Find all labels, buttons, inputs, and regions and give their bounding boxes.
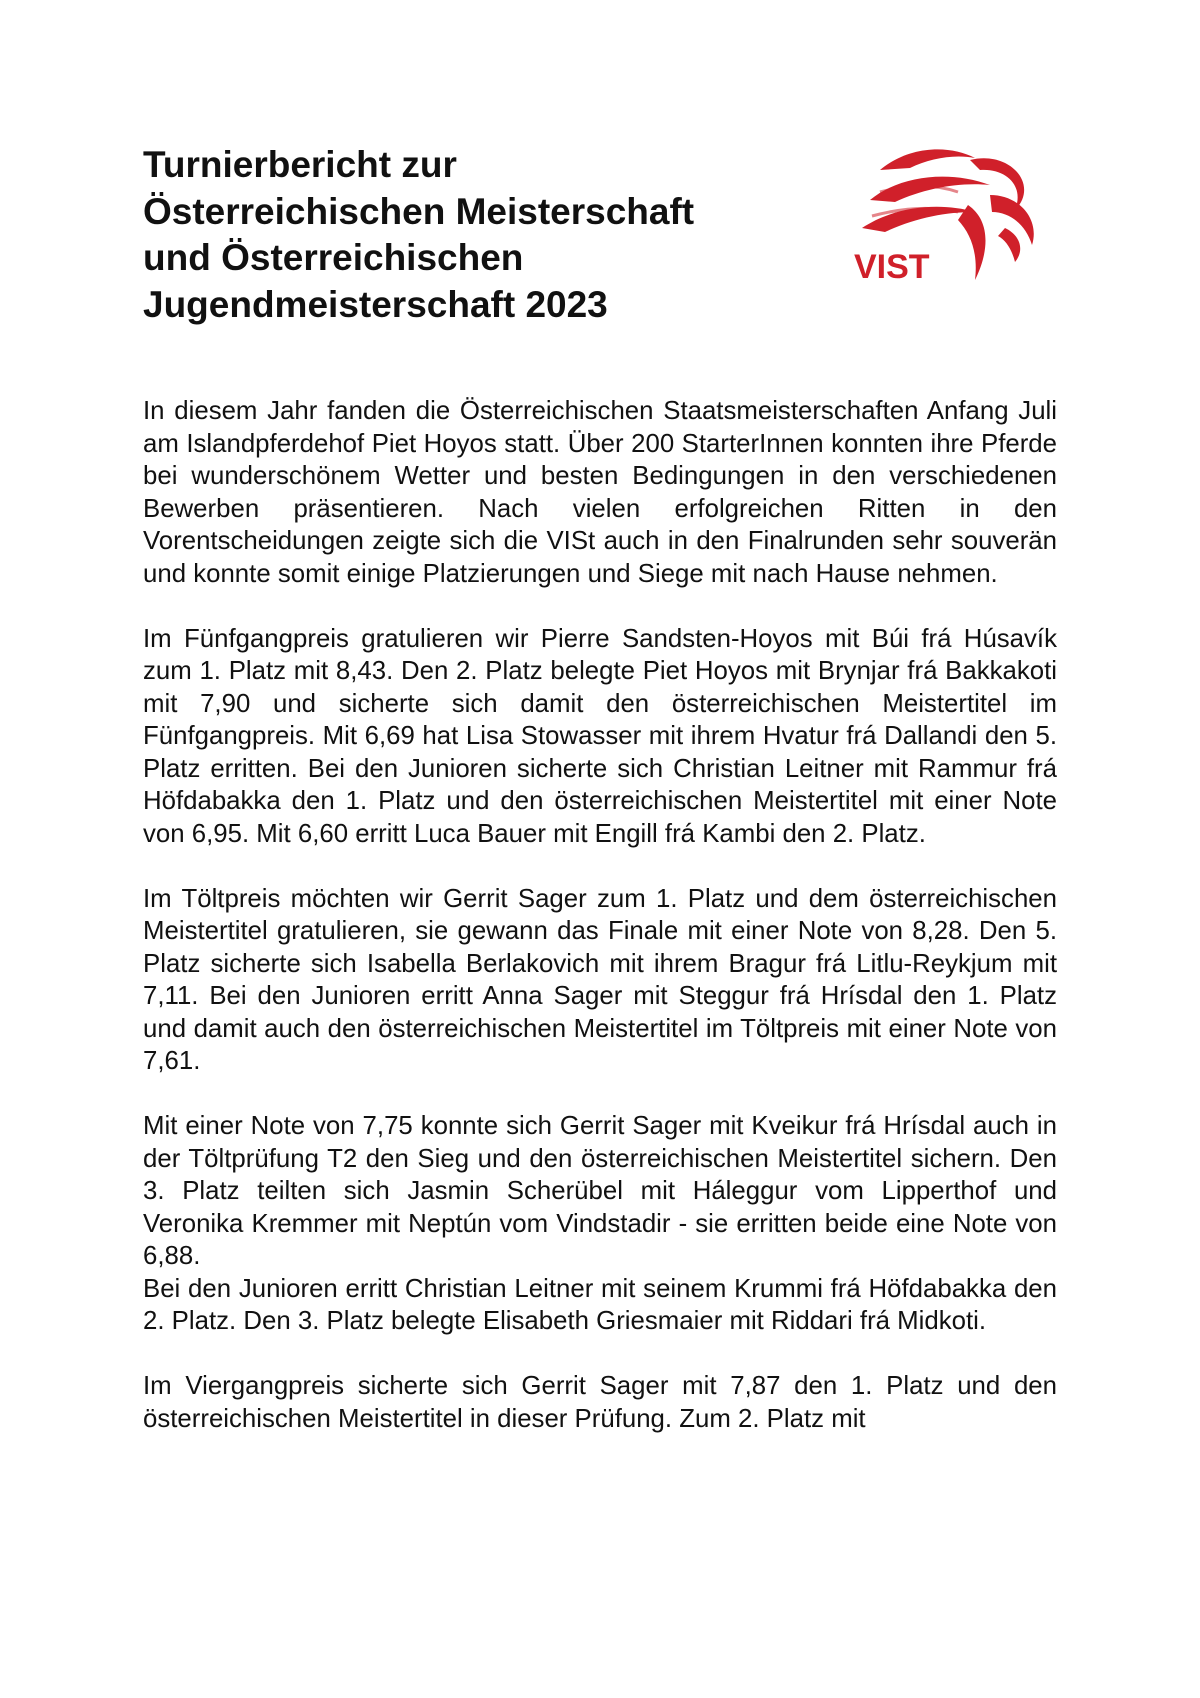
vist-horse-logo-icon — [840, 140, 1060, 300]
paragraph: Im Fünfgangpreis gratulieren wir Pierre Sandsten-Hoyos mit Búi frá Húsavík zum 1. Platz mit 8,43. Den 2. Platz belegte Piet Hoyos mit Brynjar frá Bakkakoti mit 7,90 und sicherte sich damit den österreichischen Meistertitel im Fünfgangpreis. Mit 6,69 hat Lisa Stowasser mit ihrem Hvatur frá Dallandi den 5. Platz erritten. Bei den Junioren sicherte sich Christian Leitner mit Rammur frá Höfdabakka den 1. Platz und den österreichischen Meistertitel mit einer Note von 6,95. Mit 6,60 erritt Luca Bauer mit Engill frá Kambi den 2. Platz. — [143, 624, 1057, 848]
document-title — [143, 142, 783, 328]
paragraph: Im Töltpreis möchten wir Gerrit Sager zum 1. Platz und dem österreichischen Meistertitel gratulieren, sie gewann das Finale mit einer Note von 8,28. Den 5. Platz sicherte sich Isabella Berlakovich mit ihrem Bragur frá Litlu-Reykjum mit 7,11. Bei den Junioren erritt Anna Sager mit Steggur frá Hrísdal den 1. Platz und damit auch den österreichischen Meistertitel im Töltpreis mit einer Note von 7,61. — [143, 884, 1057, 1075]
paragraph: In diesem Jahr fanden die Österreichischen Staatsmeisterschaften Anfang Juli am Islandpferdehof Piet Hoyos statt. Über 200 StarterInnen konnten ihre Pferde bei wunderschönem Wetter und besten Bedingungen in den verschiedenen Bewerben präsentieren. Nach vielen erfolgreichen Ritten in den Vorentscheidungen zeigte sich die VISt auch in den Finalrunden sehr souverän und konnte somit einige Platzierungen und Siege mit nach Hause nehmen. — [143, 397, 1057, 588]
paragraph: Bei den Junioren erritt Christian Leitner mit seinem Krummi frá Höfdabakka den 2. Platz. Den 3. Platz belegte Elisabeth Griesmaier mit Riddari frá Midkoti. — [143, 1274, 1057, 1335]
title-line: und Österreichischen — [143, 237, 524, 278]
paragraph: Im Viergangpreis sicherte sich Gerrit Sager mit 7,87 den 1. Platz und den österreichischen Meistertitel in dieser Prüfung. Zum 2. Platz mit — [143, 1372, 1057, 1433]
paragraph: Mit einer Note von 7,75 konnte sich Gerrit Sager mit Kveikur frá Hrísdal auch in der Töltprüfung T2 den Sieg und den österreichischen Meistertitel sichern. Den 3. Platz teilten sich Jasmin Scherübel mit Háleggur vom Lipperthof und Veronika Kremmer mit Neptún vom Vindstadir - sie erritten beide eine Note von 6,88. — [143, 1112, 1057, 1270]
title-line: Turnierbericht zur — [143, 144, 457, 185]
title-line: Österreichischen Meisterschaft — [143, 190, 695, 232]
title-line: Jugendmeisterschaft 2023 — [143, 283, 608, 325]
article-body — [143, 395, 1057, 1468]
logo-text: VIST — [854, 248, 930, 286]
